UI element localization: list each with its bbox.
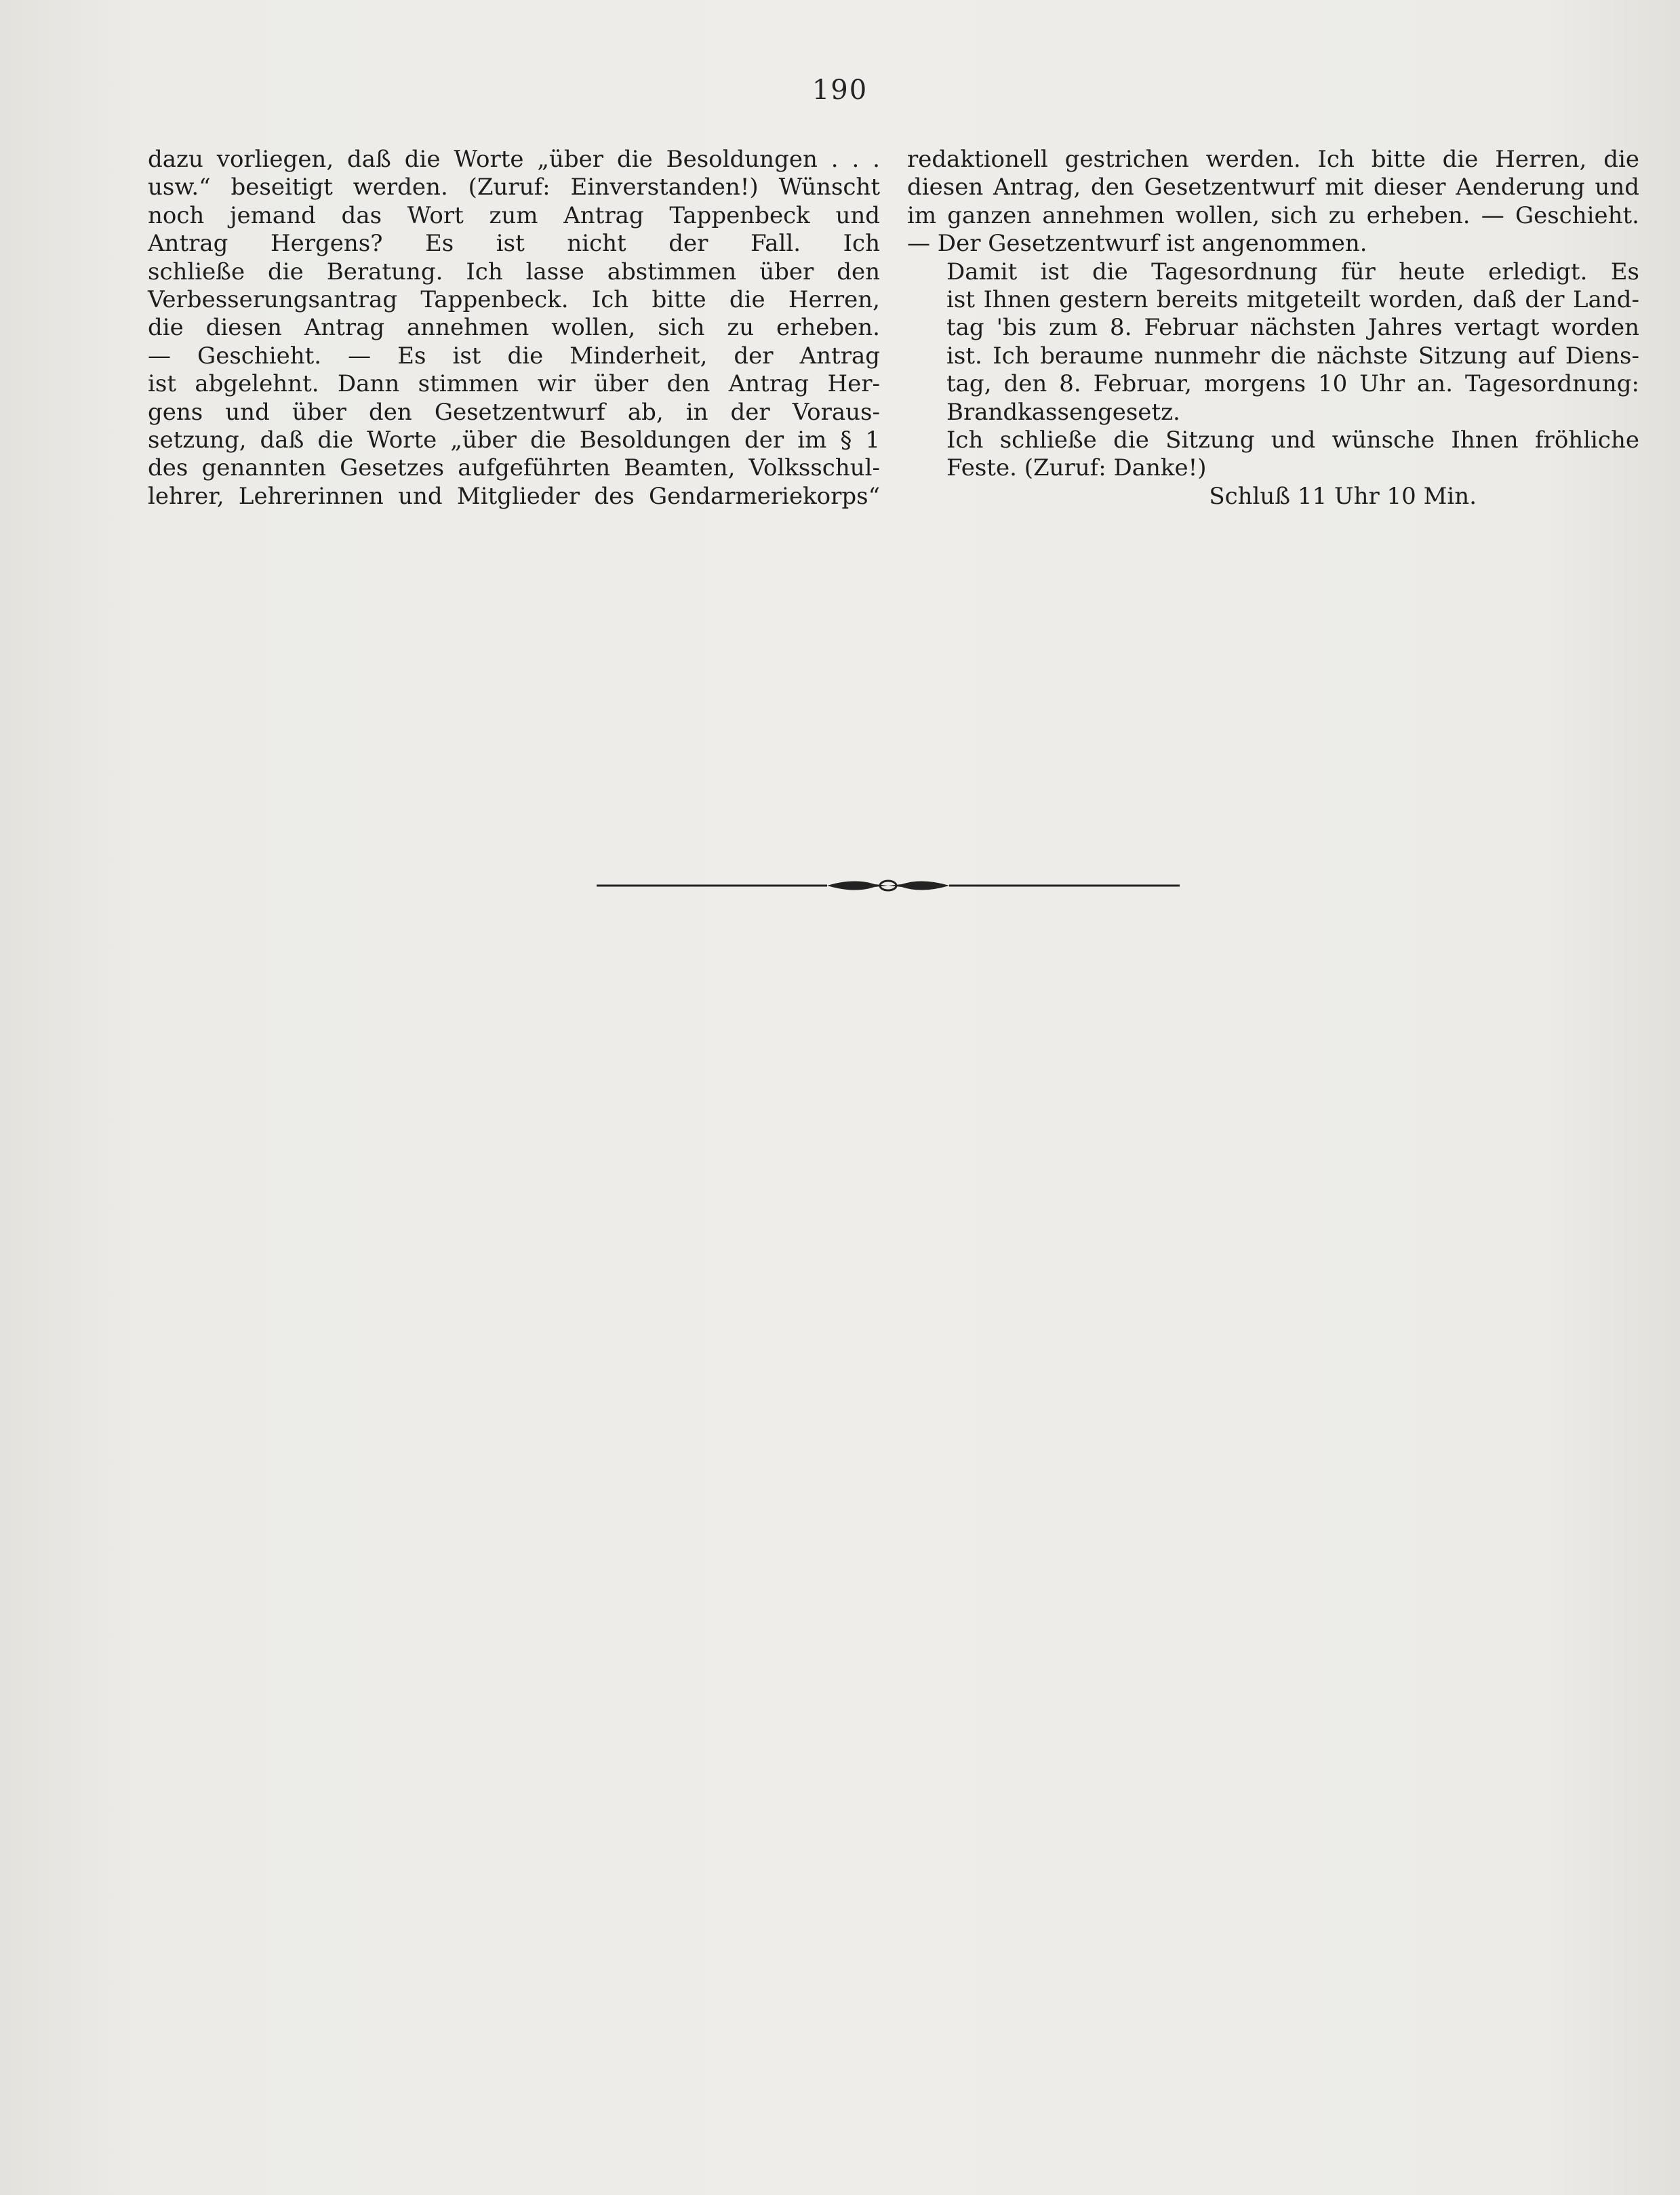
page-number: 190	[812, 75, 868, 106]
text-line: Verbesserungsantrag Tappenbeck. Ich bitte die Herren,	[148, 286, 880, 314]
text-line: Feste. (Zuruf: Danke!)	[946, 454, 1207, 482]
text-line: — Geschieht. — Es ist die Minderheit, der Antrag	[148, 342, 880, 370]
text-line: Antrag Hergens? Es ist nicht der Fall. Ich	[148, 230, 880, 258]
right-paragraph-3	[907, 427, 1639, 483]
text-line: setzung, daß die Worte „über die Besoldungen der im § 1	[148, 427, 880, 454]
text-line: redaktionell gestrichen werden. Ich bitte die Herren, die	[907, 146, 1639, 173]
text-line: des genannten Gesetzes aufgeführten Beamten, Volksschul-	[148, 454, 880, 482]
closing-line: Schluß 11 Uhr 10 Min.	[1209, 482, 1477, 510]
text-line: dazu vorliegen, daß die Worte „über die Besoldungen . . .	[148, 146, 880, 173]
text-line: — Der Gesetzentwurf ist angenommen.	[907, 230, 1367, 258]
text-line: schließe die Beratung. Ich lasse abstimmen über den	[148, 258, 880, 285]
text-line: tag 'bis zum 8. Februar nächsten Jahres vertagt worden	[946, 314, 1639, 342]
text-line: im ganzen annehmen wollen, sich zu erheben. — Geschieht.	[907, 201, 1639, 229]
decorative-rule-icon	[597, 873, 1180, 898]
text-line: lehrer, Lehrerinnen und Mitglieder des Gendarmeriekorps“	[148, 482, 880, 510]
right-paragraph-1	[907, 146, 1639, 258]
text-line: Ich schließe die Sitzung und wünsche Ihnen fröhliche	[946, 427, 1639, 454]
text-line: die diesen Antrag annehmen wollen, sich zu erheben.	[148, 314, 880, 342]
text-line: usw.“ beseitigt werden. (Zuruf: Einverstanden!) Wünscht	[148, 174, 880, 201]
left-column	[148, 146, 880, 511]
text-line: gens und über den Gesetzentwurf ab, in der Voraus-	[148, 398, 880, 426]
text-line: Damit ist die Tagesordnung für heute erledigt. Es	[946, 258, 1639, 285]
text-line: noch jemand das Wort zum Antrag Tappenbeck und	[148, 201, 880, 229]
text-line: ist Ihnen gestern bereits mitgeteilt worden, daß der Land-	[946, 286, 1639, 314]
text-line: ist. Ich beraume nunmehr die nächste Sitzung auf Diens-	[946, 342, 1639, 370]
text-line: diesen Antrag, den Gesetzentwurf mit dieser Aenderung und	[907, 174, 1639, 201]
text-line: ist abgelehnt. Dann stimmen wir über den Antrag Her-	[148, 370, 880, 398]
text-line: Brandkassengesetz.	[946, 398, 1180, 426]
right-column	[907, 146, 1639, 511]
left-paragraph	[148, 146, 880, 511]
bleed-through-texture	[156, 610, 868, 1458]
text-line: tag, den 8. Februar, morgens 10 Uhr an. Tagesordnung:	[946, 370, 1639, 398]
right-paragraph-2	[907, 258, 1639, 427]
